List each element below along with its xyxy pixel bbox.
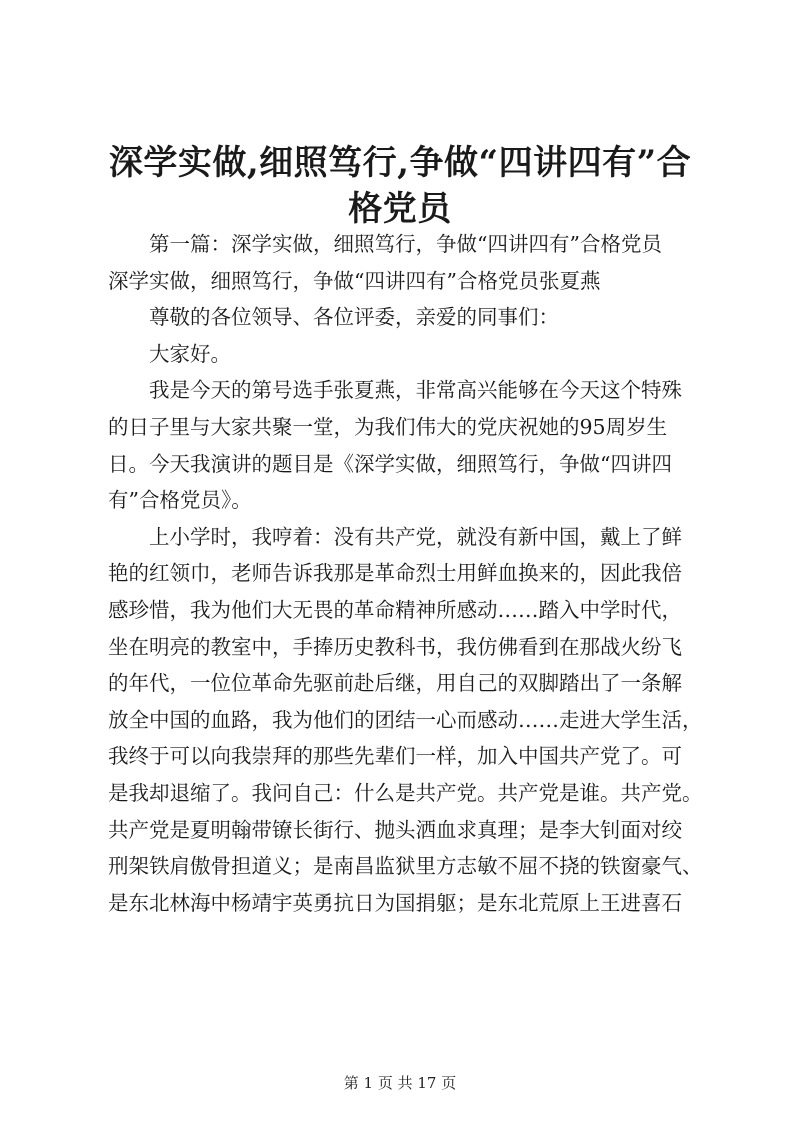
text-line: 是我却退缩了。我问自己：什么是共产党。共产党是谁。共产党。 [108, 780, 703, 805]
text-line: 日。今天我演讲的题目是《深学实做，细照笃行，争做“四讲四 [108, 451, 672, 476]
text-line: 我是今天的第号选手张夏燕，非常高兴能够在今天这个特殊 [149, 378, 682, 403]
text-line: 的日子里与大家共聚一堂，为我们伟大的党庆祝她的95周岁生 [108, 414, 668, 439]
document-body [108, 226, 708, 921]
text-line: 第一篇：深学实做，细照笃行，争做“四讲四有”合格党员 [149, 232, 662, 256]
text-line: 是东北林海中杨靖宇英勇抗日为国捐躯；是东北荒原上王进喜石 [108, 890, 682, 915]
text-line: 共产党是夏明翰带镣长街行、抛头洒血求真理；是李大钊面对绞 [108, 817, 682, 842]
text-line: 深学实做，细照笃行，争做“四讲四有”合格党员张夏燕 [108, 268, 601, 293]
text-line: 我终于可以向我崇拜的那些先辈们一样，加入中国共产党了。可 [108, 744, 682, 769]
text-line: 上小学时，我哼着：没有共产党，就没有新中国，戴上了鲜 [149, 524, 682, 549]
text-line: 尊敬的各位领导、各位评委，亲爱的同事们： [149, 305, 559, 330]
text-line: 的年代，一位位革命先驱前赴后继，用自己的双脚踏出了一条解 [108, 671, 682, 696]
page-footer: 第 1 页 共 17 页 [343, 1074, 457, 1092]
text-line: 有”合格党员》。 [108, 488, 252, 513]
text-line: 刑架铁肩傲骨担道义；是南昌监狱里方志敏不屈不挠的铁窗豪气、 [108, 854, 703, 879]
text-line: 艳的红领巾，老师告诉我那是革命烈士用鲜血换来的，因此我倍 [108, 561, 682, 586]
text-line: 坐在明亮的教室中，手捧历史教科书，我仿佛看到在那战火纷飞 [108, 634, 682, 659]
document-title: 深学实做,细照笃行,争做“四讲四有”合格党员 [108, 143, 692, 229]
text-line: 放全中国的血路，我为他们的团结一心而感动……走进大学生活， [108, 707, 703, 732]
text-line: 大家好。 [149, 341, 231, 366]
text-line: 感珍惜，我为他们大无畏的革命精神所感动……踏入中学时代， [108, 597, 682, 622]
